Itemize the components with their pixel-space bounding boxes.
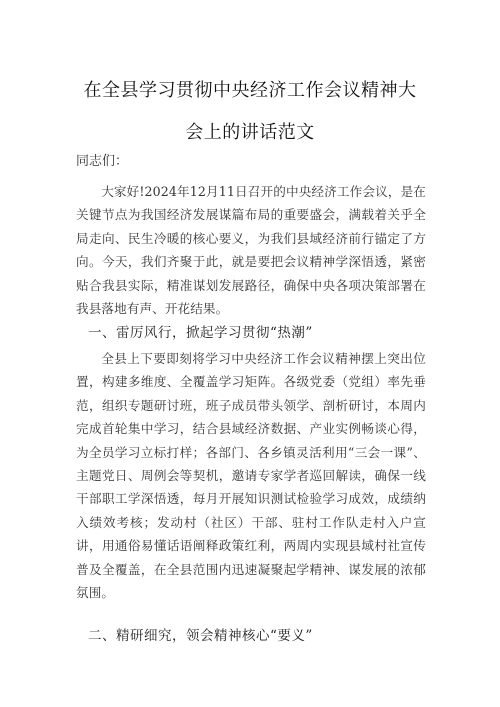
salutation: 同志们： xyxy=(76,154,129,169)
paragraph-section-1: 全县上下要即刻将学习中央经济工作会议精神摆上突出位置，构建多维度、全覆盖学习矩阵。各级党委（党组）率先垂范，组织专题研讨班，班子成员带头领学、剖析研讨，本周内完成首轮集中学习，结合县域经济数据、产业实例畅谈心得，为全员学习立标打样；各部门、各乡镇灵活利用“三会一课”、主题党日、周例会等契机，邀请专家学者巡回解读，确保一线干部职工学深悟透，每月开展知识测试检验学习成效，成绩纳入绩效考核；发动村（社区）干部、驻村工作队走村入户宣讲，用通俗易懂话语阐释政策红利，两周内实现县域村社宣传普及全覆盖，在全县范围内迅速凝聚起学精神、谋发展的浓郁氛围。 xyxy=(76,351,426,601)
section-heading-1: 一、雷厉风行，掀起学习贯彻“热潮” xyxy=(88,325,313,341)
paragraph-intro: 大家好!2024年12月11日召开的中央经济工作会议，是在关键节点为我国经济发展谋篇布局的重要盛会，满载着关乎全局走向、民生冷暖的核心要义，为我们县域经济前行锚定了方向。今天，我们齐聚于此，就是要把会议精神学深悟透，紧密贴合我县实际，精准谋划发展路径，确保中央各项决策部署在我县落地有声、开花结果。 xyxy=(76,184,426,317)
document-title-line-2: 会上的讲话范文 xyxy=(185,122,315,143)
document-title-line-1: 在全县学习贯彻中央经济工作会议精神大 xyxy=(83,80,417,101)
section-heading-2: 二、精研细究，领会精神核心“要义” xyxy=(88,628,313,644)
